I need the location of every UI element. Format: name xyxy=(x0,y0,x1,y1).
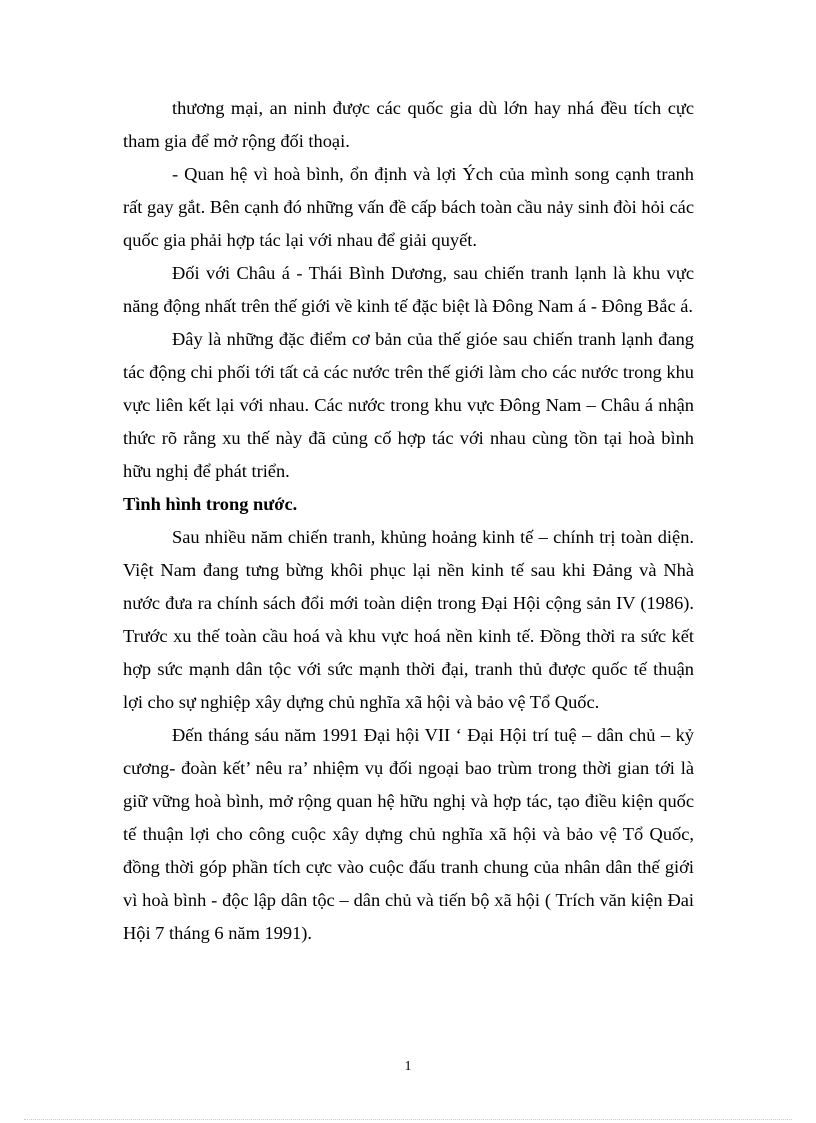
paragraph-asia-pacific: Đối với Châu á - Thái Bình Dương, sau chiến tranh lạnh là khu vực năng động nhất trên thế giới về kinh tế đặc biệt là Đông Nam á - Đông Bắc á. xyxy=(123,263,694,316)
document-page xyxy=(123,92,694,950)
paragraph-continuation: thương mại, an ninh được các quốc gia dù lớn hay nhá đều tích cực tham gia để mở rộng đối thoại. xyxy=(123,98,694,151)
paragraph-world-features: Đây là những đặc điểm cơ bản của thế gióe sau chiến tranh lạnh đang tác động chi phối tới tất cả các nước trên thế giới làm cho các nước trong khu vực liên kết lại với nhau. Các nước trong khu vực Đông Nam – Châu á nhận thức rõ rằng xu thế này đã củng cố hợp tác với nhau cùng tồn tại hoà bình hữu nghị để phát triển. xyxy=(123,329,694,481)
paragraph-relations: - Quan hệ vì hoà bình, ổn định và lợi Ých của mình song cạnh tranh rất gay gắt. Bên cạnh đó những vấn đề cấp bách toàn cầu nảy sinh đòi hỏi các quốc gia phải hợp tác lại với nhau để giải quyết. xyxy=(123,164,694,250)
page-bottom-edge xyxy=(24,1119,792,1120)
paragraph-congress-vii: Đến tháng sáu năm 1991 Đại hội VII ‘ Đại Hội trí tuệ – dân chủ – kỷ cương- đoàn kết’ nêu ra’ nhiệm vụ đối ngoại bao trùm trong thời gian tới là giữ vững hoà bình, mở rộng quan hệ hữu nghị và hợp tác, tạo điều kiện quốc tế thuận lợi cho công cuộc xây dựng chủ nghĩa xã hội và bảo vệ Tổ Quốc, đồng thời góp phần tích cực vào cuộc đấu tranh chung của nhân dân thế giới vì hoà bình - độc lập dân tộc – dân chủ và tiến bộ xã hội ( Trích văn kiện Đai Hội 7 tháng 6 năm 1991). xyxy=(123,725,694,943)
section-heading-domestic: Tình hình trong nước. xyxy=(123,494,298,514)
page-number: 1 xyxy=(404,1059,412,1074)
paragraph-domestic-situation: Sau nhiều năm chiến tranh, khủng hoảng kinh tế – chính trị toàn diện. Việt Nam đang tưng bừng khôi phục lại nền kinh tế sau khi Đảng và Nhà nước đưa ra chính sách đổi mới toàn diện trong Đại Hội cộng sản IV (1986). Trước xu thế toàn cầu hoá và khu vực hoá nền kinh tế. Đồng thời ra sức kết hợp sức mạnh dân tộc với sức mạnh thời đại, tranh thủ được quốc tế thuận lợi cho sự nghiệp xây dựng chủ nghĩa xã hội và bảo vệ Tổ Quốc. xyxy=(123,527,694,712)
